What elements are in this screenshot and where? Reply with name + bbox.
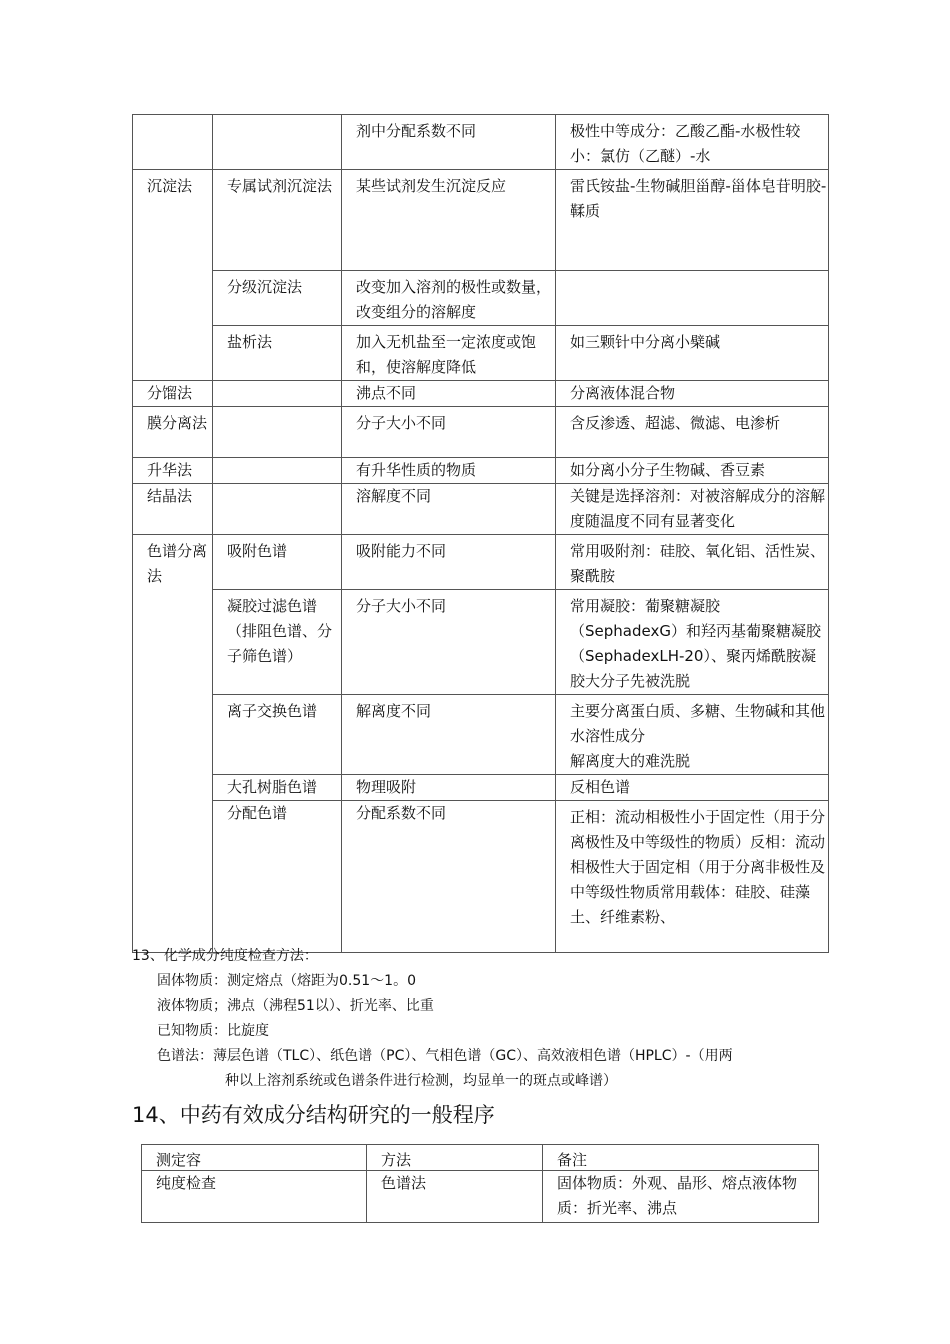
submethod-cell: 离子交换色谱 [213, 695, 342, 775]
submethod-cell: 盐析法 [213, 326, 342, 381]
submethod-cell: 专属试剂沉淀法 [213, 170, 342, 271]
table-row [133, 535, 829, 590]
note-cell: 关键是选择溶剂：对被溶解成分的溶解度随温度不同有显著变化 [556, 484, 829, 535]
principle-cell: 解离度不同 [342, 695, 556, 775]
principle-cell: 剂中分配系数不同 [342, 115, 556, 170]
table-row [133, 801, 829, 953]
method-cell: 色谱分离法 [133, 535, 213, 953]
method-cell: 膜分离法 [133, 407, 213, 458]
principle-cell: 沸点不同 [342, 381, 556, 407]
submethod-cell: 凝胶过滤色谱（排阻色谱、分子筛色谱） [213, 590, 342, 695]
table-row [133, 381, 829, 407]
known-line: 已知物质：比旋度 [157, 1023, 269, 1039]
header-cell: 测定容 [142, 1145, 367, 1171]
table-row [133, 695, 829, 775]
chromatography-line: 色谱法：薄层色谱（TLC）、纸色谱（PC）、气相色谱（GC）、高效液相色谱（HPLC）-（用两 [157, 1048, 733, 1064]
item-cell: 纯度检查 [142, 1171, 367, 1223]
method-cell: 色谱法 [367, 1171, 543, 1223]
note-cell: 雷氏铵盐-生物碱胆甾醇-甾体皂苷明胶-鞣质 [556, 170, 829, 271]
principle-cell: 加入无机盐至一定浓度或饱和，使溶解度降低 [342, 326, 556, 381]
method-cell: 沉淀法 [133, 170, 213, 381]
submethod-cell [213, 381, 342, 407]
note-cell: 如分离小分子生物碱、香豆素 [556, 458, 829, 484]
method-cell [133, 115, 213, 170]
note-cell: 常用凝胶：葡聚糖凝胶（SephadexG）和羟丙基葡聚糖凝胶（SephadexLH-20）、聚丙烯酰胺凝胶大分子先被洗脱 [556, 590, 829, 695]
table-header-row [142, 1145, 819, 1171]
table-row [133, 326, 829, 381]
principle-cell: 分子大小不同 [342, 590, 556, 695]
principle-cell: 改变加入溶剂的极性或数量，改变组分的溶解度 [342, 271, 556, 326]
table-row [133, 458, 829, 484]
principle-cell: 溶解度不同 [342, 484, 556, 535]
principle-cell: 分配系数不同 [342, 801, 556, 953]
header-cell: 备注 [543, 1145, 819, 1171]
method-cell: 升华法 [133, 458, 213, 484]
note-cell: 极性中等成分：乙酸乙酯-水极性较小：氯仿（乙醚）-水 [556, 115, 829, 170]
table-row [133, 484, 829, 535]
method-cell: 分馏法 [133, 381, 213, 407]
chromatography-line-cont: 种以上溶剂系统或色谱条件进行检测，均显单一的斑点或峰谱） [225, 1073, 617, 1089]
submethod-cell [213, 407, 342, 458]
note-cell: 分离液体混合物 [556, 381, 829, 407]
note-cell: 含反渗透、超滤、微滤、电渗析 [556, 407, 829, 458]
note-cell: 如三颗针中分离小檗碱 [556, 326, 829, 381]
submethod-cell: 大孔树脂色谱 [213, 775, 342, 801]
note-cell: 正相：流动相极性小于固定性（用于分离极性及中等级性的物质）反相：流动相极性大于固定相（用于分离非极性及中等级性物质常用载体：硅胶、硅藻土、纤维素粉、 [556, 801, 829, 953]
header-cell: 方法 [367, 1145, 543, 1171]
table-row [133, 590, 829, 695]
separation-methods-table [132, 114, 829, 953]
submethod-cell [213, 458, 342, 484]
table-row [133, 170, 829, 271]
purity-check-section [132, 944, 733, 1094]
note-line: 主要分离蛋白质、多糖、生物碱和其他水溶性成分 [570, 702, 826, 745]
note-cell: 固体物质：外观、晶形、熔点液体物质：折光率、沸点 [543, 1171, 819, 1223]
principle-cell: 分子大小不同 [342, 407, 556, 458]
note-line: 解离度大的难洗脱 [570, 752, 691, 770]
section-heading: 14、中药有效成分结构研究的一般程序 [132, 1103, 495, 1127]
table-row [133, 407, 829, 458]
table-row [133, 115, 829, 170]
structure-study-table [141, 1144, 819, 1223]
submethod-cell [213, 484, 342, 535]
table-row [133, 775, 829, 801]
section-title: 13、化学成分纯度检查方法： [132, 948, 318, 964]
submethod-cell: 分配色谱 [213, 801, 342, 953]
submethod-cell: 分级沉淀法 [213, 271, 342, 326]
note-cell: 反相色谱 [556, 775, 829, 801]
liquid-line: 液体物质；沸点（沸程51以）、折光率、比重 [157, 998, 434, 1014]
note-cell: 常用吸附剂：硅胶、氧化铝、活性炭、聚酰胺 [556, 535, 829, 590]
principle-cell: 吸附能力不同 [342, 535, 556, 590]
solid-line: 固体物质：测定熔点（熔距为0.51～1。0 [157, 973, 416, 989]
submethod-cell [213, 115, 342, 170]
principle-cell: 某些试剂发生沉淀反应 [342, 170, 556, 271]
table-row [142, 1171, 819, 1223]
note-cell [556, 271, 829, 326]
principle-cell: 有升华性质的物质 [342, 458, 556, 484]
principle-cell: 物理吸附 [342, 775, 556, 801]
method-cell: 结晶法 [133, 484, 213, 535]
submethod-cell: 吸附色谱 [213, 535, 342, 590]
note-cell [556, 695, 829, 775]
table-row [133, 271, 829, 326]
